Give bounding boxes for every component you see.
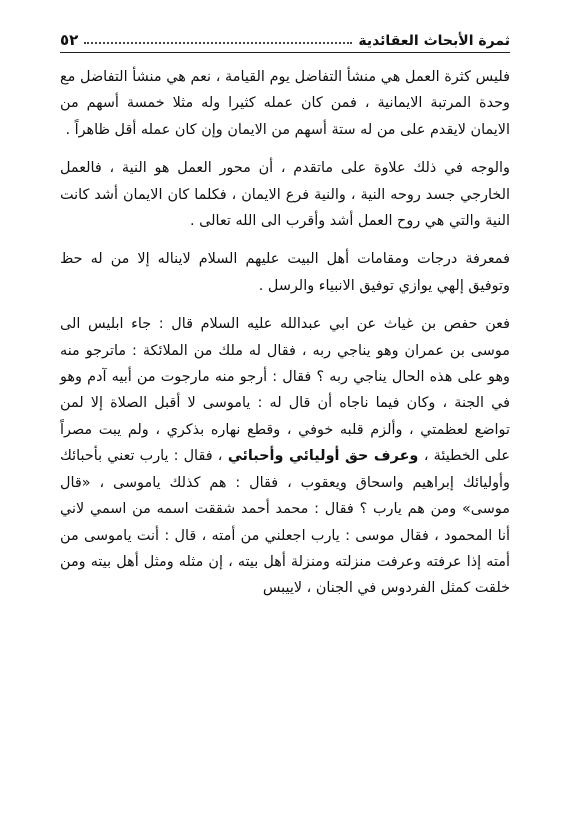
paragraph-4	[60, 311, 510, 601]
paragraph-3: فمعرفة درجات ومقامات أهل البيت عليهم السلام لايناله إلا من له حظ وتوفيق إلهي يوازي توفيق الانبياء والرسل .	[60, 251, 510, 294]
paragraph-4-text-start: فعن حفص بن غياث عن ابي عبدالله عليه السلام قال : جاء ابليس الى موسى بن عمران وهو يناجي ربه ، فقال له ملك من الملائكة : ماترجو منه وهو على هذه الحال يناجي ربه ؟ فقال : أرجو منه مارجوت من أبيه آدم وهو في الجنة ، وكان فيما ناجاه أن قال له : ياموسى لا أقبل الصلاة إلا لمن تواضع لعظمتي ، وألزم قلبه خوفي ، وقطع نهاره بذكري ، ولم يبت مصراً على الخطيئة ،	[60, 316, 510, 465]
paragraph-4-bold-phrase: وعرف حق أوليائي وأحبائي	[222, 448, 424, 465]
paragraph-2: والوجه في ذلك علاوة على ماتقدم ، أن محور العمل هو النية ، فالعمل الخارجي جسد روحه النية ، والنية فرع الايمان ، فكلما كان الايمان أشد كانت النية والتي هي روح العمل أشد وأقرب الى الله تعالى .	[60, 160, 510, 230]
paragraph-1: فليس كثرة العمل هي منشأ التفاضل يوم القيامة ، نعم هي منشأ التفاضل مع وحدة المرتبة الايمانية ، فمن كان عمله كثيرا وله مثلا خمسة أسهم من الايمان لايقدم على من له ستة أسهم من الايمان وإن كان عمله أقل ظاهراً .	[60, 69, 510, 138]
page-header	[60, 22, 510, 53]
page-body	[60, 64, 510, 614]
paragraph-4-text-end: ، فقال : يارب تعني بأحبائك وأوليائك إبراهيم واسحاق ويعقوب ، فقال : هم كذلك ياموسى ، «قال موسى» ومن هم يارب ؟ فقال : محمد أحمد شققت اسمه من اسمي لاني أنا المحمود ، فقال موسى : يارب اجعلني من أمته ، قال : أنت ياموسى من أمته إذا عرفته وعرفت منزلته ومنزلة أهل بيته ، إن مثله ومثل أهل بيته ومن خلقت كمثل الفردوس في الجنان ، لاييبس	[60, 448, 510, 597]
page-number: ٥٢	[60, 31, 79, 49]
running-title: ثمرة الأبحاث العقائدية	[358, 33, 510, 49]
header-dotted-leader	[84, 42, 352, 44]
